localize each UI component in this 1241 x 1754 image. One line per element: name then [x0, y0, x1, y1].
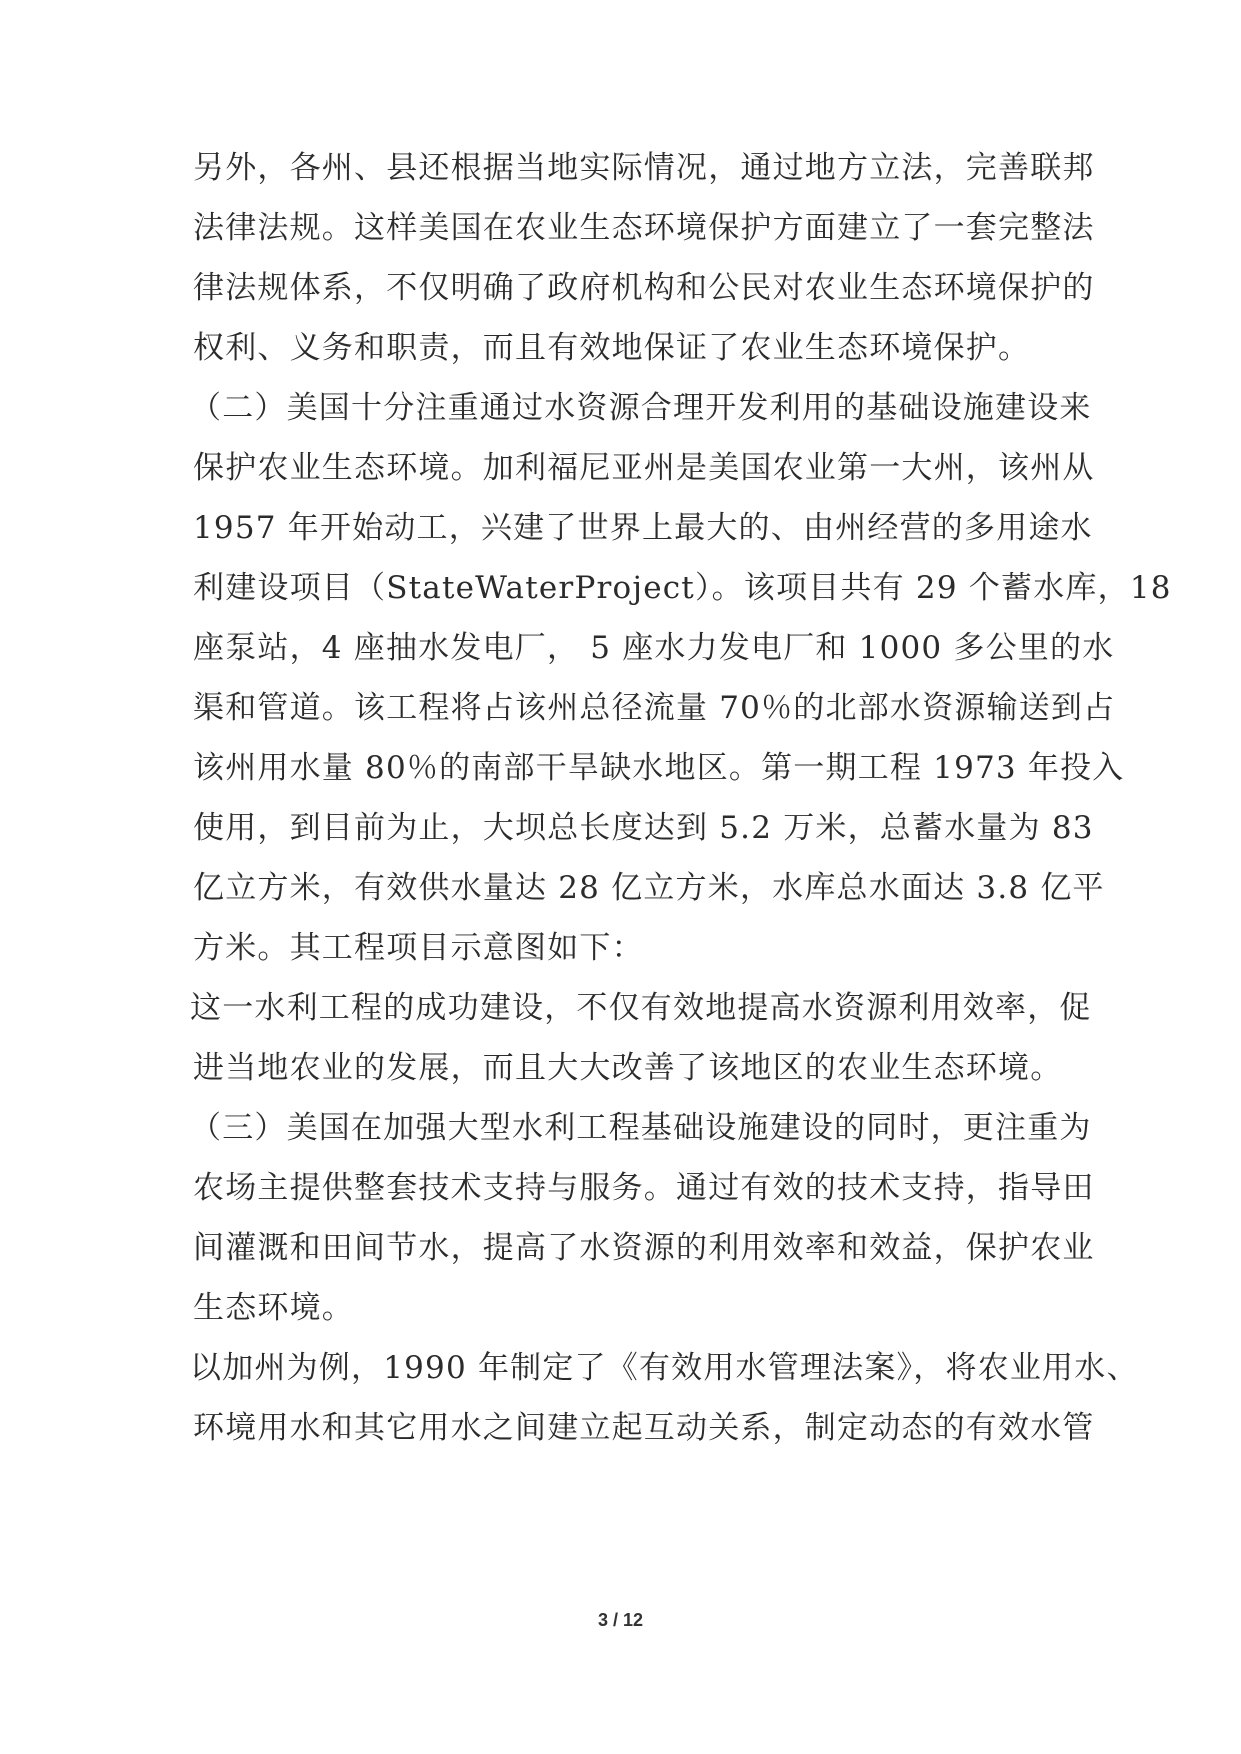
- text-line: 生态环境。: [193, 1290, 354, 1326]
- text-line: 使用，到目前为止，大坝总长度达到 5.2 万米，总蓄水量为 83: [193, 810, 1094, 846]
- text-line: 权利、义务和职责，而且有效地保证了农业生态环境保护。: [193, 330, 1031, 366]
- section-heading-line: （二）美国十分注重通过水资源合理开发利用的基础设施建设来: [190, 390, 1092, 426]
- text-line: 该州用水量 80％的南部干旱缺水地区。第一期工程 1973 年投入: [193, 750, 1125, 786]
- text-line: 农场主提供整套技术支持与服务。通过有效的技术支持，指导田: [193, 1170, 1095, 1206]
- text-line: 间灌溉和田间节水，提高了水资源的利用效率和效益，保护农业: [193, 1230, 1095, 1266]
- text-line: 1957 年开始动工，兴建了世界上最大的、由州经营的多用途水: [193, 510, 1093, 546]
- page-number: 3 / 12: [597, 1610, 644, 1630]
- text-line: 方米。其工程项目示意图如下：: [193, 930, 644, 966]
- text-line: 进当地农业的发展，而且大大改善了该地区的农业生态环境。: [193, 1050, 1063, 1086]
- section-heading-line: （三）美国在加强大型水利工程基础设施建设的同时，更注重为: [190, 1110, 1092, 1146]
- text-line: 这一水利工程的成功建设，不仅有效地提高水资源利用效率，促: [190, 990, 1092, 1026]
- text-line: 渠和管道。该工程将占该州总径流量 70％的北部水资源输送到占: [193, 690, 1116, 726]
- text-line: 以加州为例，1990 年制定了《有效用水管理法案》，将农业用水、: [190, 1350, 1139, 1386]
- text-line: 另外，各州、县还根据当地实际情况，通过地方立法，完善联邦: [193, 150, 1095, 186]
- text-line: 法律法规。这样美国在农业生态环境保护方面建立了一套完整法: [193, 210, 1095, 246]
- text-line: 律法规体系，不仅明确了政府机构和公民对农业生态环境保护的: [193, 270, 1095, 306]
- text-line: 环境用水和其它用水之间建立起互动关系，制定动态的有效水管: [193, 1410, 1095, 1446]
- text-line: 利建设项目（StateWaterProject）。该项目共有 29 个蓄水库，18: [193, 570, 1172, 606]
- text-line: 亿立方米，有效供水量达 28 亿立方米，水库总水面达 3.8 亿平: [193, 870, 1105, 906]
- text-line: 座泵站，4 座抽水发电厂， 5 座水力发电厂和 1000 多公里的水: [193, 630, 1115, 666]
- text-line: 保护农业生态环境。加利福尼亚州是美国农业第一大州，该州从: [193, 450, 1095, 486]
